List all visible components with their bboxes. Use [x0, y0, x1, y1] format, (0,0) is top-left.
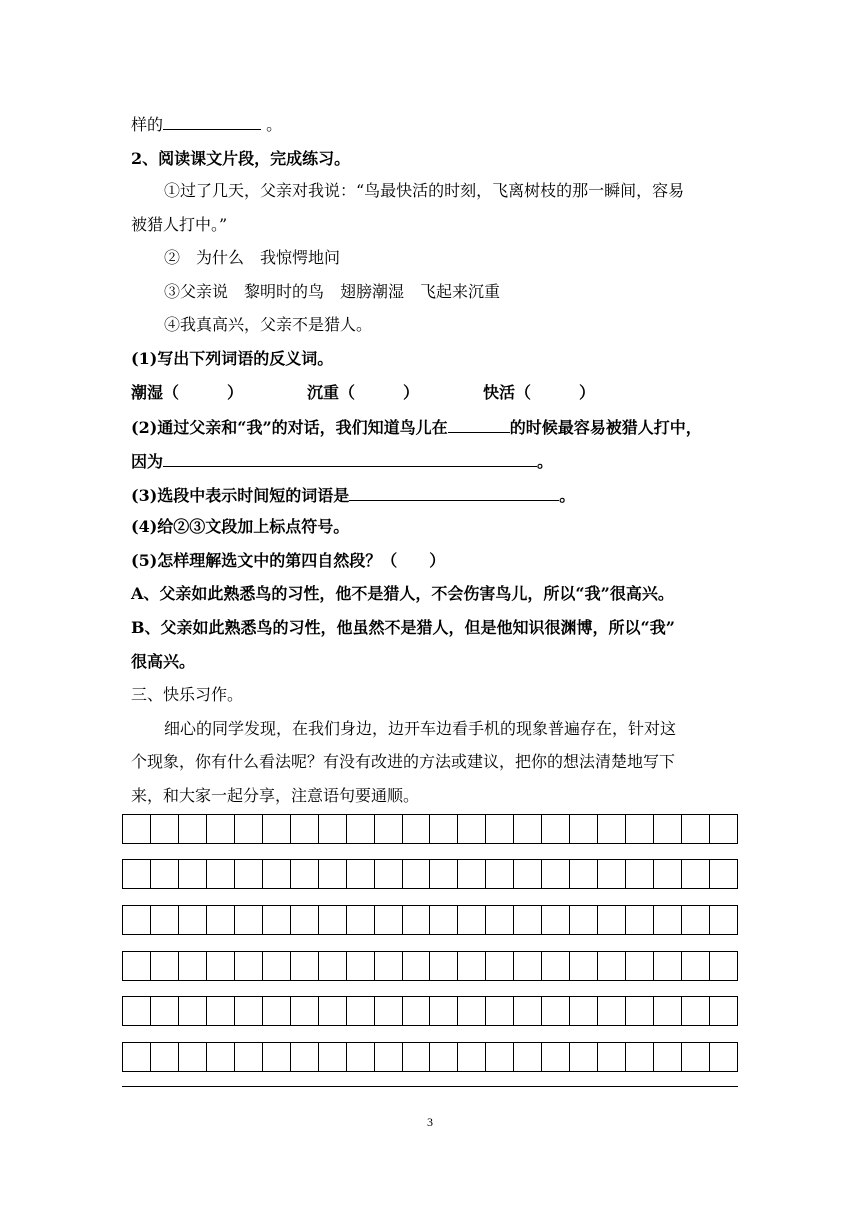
grid-cell[interactable]	[207, 815, 235, 843]
answer-blank[interactable]	[448, 416, 510, 433]
grid-cell[interactable]	[682, 906, 710, 934]
subquestion-1: (1)写出下列词语的反义词。	[131, 349, 334, 368]
grid-cell[interactable]	[403, 906, 431, 934]
grid-cell[interactable]	[542, 1043, 570, 1071]
grid-cell[interactable]	[235, 997, 263, 1025]
grid-cell[interactable]	[598, 1043, 626, 1071]
grid-cell[interactable]	[123, 860, 151, 888]
answer-blank[interactable]	[163, 450, 537, 467]
passage-paragraph-3: ③父亲说 黎明时的鸟 翅膀潮湿 飞起来沉重	[164, 282, 501, 301]
grid-cell[interactable]	[403, 997, 431, 1025]
grid-cell[interactable]	[626, 815, 654, 843]
grid-cell[interactable]	[542, 860, 570, 888]
grid-cell[interactable]	[291, 906, 319, 934]
grid-cell[interactable]	[235, 906, 263, 934]
grid-cell[interactable]	[319, 860, 347, 888]
grid-cell[interactable]	[347, 860, 375, 888]
grid-cell[interactable]	[486, 997, 514, 1025]
grid-cell[interactable]	[626, 997, 654, 1025]
grid-cell[interactable]	[514, 815, 542, 843]
grid-cell[interactable]	[514, 1043, 542, 1071]
grid-cell[interactable]	[598, 860, 626, 888]
antonym-item-2: 沉重（ ）	[307, 383, 420, 402]
grid-cell[interactable]	[542, 952, 570, 980]
grid-cell[interactable]	[151, 906, 179, 934]
option-a: A、父亲如此熟悉鸟的习性，他不是猎人，不会伤害鸟儿，所以“我”很高兴。	[131, 584, 674, 603]
grid-cell[interactable]	[654, 1043, 682, 1071]
grid-cell[interactable]	[291, 997, 319, 1025]
grid-cell[interactable]	[542, 815, 570, 843]
fill-line-continuation: 样的 。	[131, 115, 283, 134]
grid-cell[interactable]	[151, 997, 179, 1025]
passage-paragraph-4: ④我真高兴，父亲不是猎人。	[164, 315, 373, 334]
grid-cell[interactable]	[347, 815, 375, 843]
grid-cell[interactable]	[654, 997, 682, 1025]
option-b: B、父亲如此熟悉鸟的习性，他虽然不是猎人，但是他知识很渊博，所以“我”	[131, 618, 675, 637]
passage-paragraph-1: ①过了几天，父亲对我说：“鸟最快活的时刻，飞离树枝的那一瞬间，容易	[164, 181, 685, 200]
section-3-title: 三、快乐习作。	[131, 685, 244, 704]
grid-cell[interactable]	[179, 860, 207, 888]
grid-cell[interactable]	[710, 952, 737, 980]
grid-cell[interactable]	[123, 952, 151, 980]
subquestion-5: (5)怎样理解选文中的第四自然段？（ ）	[131, 551, 446, 570]
grid-cell[interactable]	[654, 906, 682, 934]
grid-cell[interactable]	[458, 1043, 486, 1071]
grid-cell[interactable]	[347, 997, 375, 1025]
grid-cell[interactable]	[179, 1043, 207, 1071]
grid-cell[interactable]	[291, 952, 319, 980]
grid-cell[interactable]	[207, 952, 235, 980]
question-2-title: 2、阅读课文片段，完成练习。	[131, 149, 351, 168]
grid-cell[interactable]	[179, 906, 207, 934]
grid-cell[interactable]	[626, 1043, 654, 1071]
grid-cell[interactable]	[626, 860, 654, 888]
grid-cell[interactable]	[486, 952, 514, 980]
grid-cell[interactable]	[570, 815, 598, 843]
antonym-item-1: 潮湿（ ）	[131, 383, 244, 402]
grid-row	[122, 814, 738, 844]
grid-cell[interactable]	[486, 815, 514, 843]
grid-cell[interactable]	[347, 1043, 375, 1071]
subquestion-4: (4)给②③文段加上标点符号。	[131, 517, 350, 536]
grid-cell[interactable]	[375, 906, 403, 934]
grid-cell[interactable]	[710, 906, 737, 934]
grid-cell[interactable]	[375, 860, 403, 888]
grid-cell[interactable]	[403, 860, 431, 888]
grid-cell[interactable]	[347, 906, 375, 934]
grid-cell[interactable]	[570, 1043, 598, 1071]
grid-cell[interactable]	[514, 906, 542, 934]
antonym-row	[131, 383, 595, 403]
subquestion-2: (2)通过父亲和“我”的对话，我们知道鸟儿在 的时候最容易被猎人打中，	[131, 418, 702, 437]
subquestion-3: (3)选段中表示时间短的词语是 。	[131, 486, 576, 505]
grid-cell[interactable]	[403, 815, 431, 843]
grid-cell[interactable]	[710, 815, 737, 843]
grid-cell[interactable]	[319, 815, 347, 843]
grid-cell[interactable]	[458, 997, 486, 1025]
grid-cell[interactable]	[179, 952, 207, 980]
grid-row	[122, 905, 738, 935]
grid-cell[interactable]	[682, 1043, 710, 1071]
grid-cell[interactable]	[291, 1043, 319, 1071]
grid-cell[interactable]	[375, 997, 403, 1025]
grid-cell[interactable]	[486, 906, 514, 934]
grid-cell[interactable]	[263, 1043, 291, 1071]
option-b-cont: 很高兴。	[131, 652, 196, 671]
grid-cell[interactable]	[179, 815, 207, 843]
grid-cell[interactable]	[375, 815, 403, 843]
grid-cell[interactable]	[654, 815, 682, 843]
grid-cell[interactable]	[319, 952, 347, 980]
grid-cell[interactable]	[403, 952, 431, 980]
grid-cell[interactable]	[682, 997, 710, 1025]
grid-cell[interactable]	[542, 906, 570, 934]
grid-cell[interactable]	[319, 906, 347, 934]
grid-cell[interactable]	[654, 952, 682, 980]
grid-cell[interactable]	[570, 952, 598, 980]
grid-cell[interactable]	[235, 815, 263, 843]
grid-cell[interactable]	[263, 952, 291, 980]
grid-cell[interactable]	[458, 815, 486, 843]
grid-cell[interactable]	[347, 952, 375, 980]
grid-row	[122, 859, 738, 889]
grid-cell[interactable]	[319, 997, 347, 1025]
answer-blank[interactable]	[349, 484, 559, 501]
grid-cell[interactable]	[458, 952, 486, 980]
grid-cell[interactable]	[151, 952, 179, 980]
grid-cell[interactable]	[235, 860, 263, 888]
grid-cell[interactable]	[235, 952, 263, 980]
grid-cell[interactable]	[514, 860, 542, 888]
grid-cell[interactable]	[654, 860, 682, 888]
grid-cell[interactable]	[570, 997, 598, 1025]
grid-cell[interactable]	[430, 1043, 458, 1071]
grid-cell[interactable]	[486, 860, 514, 888]
grid-cell[interactable]	[263, 906, 291, 934]
grid-cell[interactable]	[598, 815, 626, 843]
grid-cell[interactable]	[514, 997, 542, 1025]
grid-cell[interactable]	[263, 815, 291, 843]
writing-prompt-1: 细心的同学发现，在我们身边，边开车边看手机的现象普遍存在，针对这	[164, 719, 677, 738]
grid-cell[interactable]	[263, 860, 291, 888]
grid-cell[interactable]	[598, 952, 626, 980]
grid-cell[interactable]	[151, 860, 179, 888]
grid-cell[interactable]	[123, 1043, 151, 1071]
grid-cell[interactable]	[151, 1043, 179, 1071]
grid-cell[interactable]	[682, 952, 710, 980]
grid-cell[interactable]	[207, 860, 235, 888]
subquestion-2-reason: 因为 。	[131, 452, 554, 471]
grid-cell[interactable]	[682, 815, 710, 843]
grid-cell[interactable]	[123, 997, 151, 1025]
grid-cell[interactable]	[598, 906, 626, 934]
grid-cell[interactable]	[710, 1043, 737, 1071]
passage-paragraph-1-cont: 被猎人打中。”	[131, 215, 228, 234]
page-number: 3	[427, 1115, 433, 1129]
grid-cell[interactable]	[458, 860, 486, 888]
grid-cell[interactable]	[375, 952, 403, 980]
grid-cell[interactable]	[123, 906, 151, 934]
grid-cell[interactable]	[179, 997, 207, 1025]
grid-cell[interactable]	[263, 997, 291, 1025]
grid-cell[interactable]	[291, 860, 319, 888]
grid-cell[interactable]	[123, 815, 151, 843]
grid-cell[interactable]	[486, 1043, 514, 1071]
grid-cell[interactable]	[710, 997, 737, 1025]
antonym-item-3: 快活（ ）	[483, 383, 596, 402]
grid-cell[interactable]	[430, 815, 458, 843]
grid-row	[122, 996, 738, 1026]
grid-cell[interactable]	[319, 1043, 347, 1071]
grid-cell[interactable]	[207, 997, 235, 1025]
grid-row	[122, 1042, 738, 1072]
answer-blank[interactable]	[163, 113, 261, 130]
grid-cell[interactable]	[514, 952, 542, 980]
grid-cell[interactable]	[403, 1043, 431, 1071]
grid-cell[interactable]	[235, 1043, 263, 1071]
grid-cell[interactable]	[207, 1043, 235, 1071]
grid-cell[interactable]	[430, 906, 458, 934]
grid-cell[interactable]	[430, 860, 458, 888]
passage-paragraph-2: ② 为什么 我惊愕地问	[164, 248, 341, 267]
grid-cell[interactable]	[430, 997, 458, 1025]
grid-cell[interactable]	[151, 815, 179, 843]
grid-cell[interactable]	[375, 1043, 403, 1071]
grid-cell[interactable]	[570, 906, 598, 934]
grid-cell[interactable]	[626, 906, 654, 934]
grid-cell[interactable]	[458, 906, 486, 934]
grid-cell[interactable]	[430, 952, 458, 980]
writing-prompt-2: 个现象，你有什么看法呢？有没有改进的方法或建议，把你的想法清楚地写下	[131, 752, 676, 771]
grid-cell[interactable]	[291, 815, 319, 843]
writing-prompt-3: 来，和大家一起分享，注意语句要通顺。	[131, 786, 420, 805]
grid-row	[122, 951, 738, 981]
grid-cell[interactable]	[598, 997, 626, 1025]
grid-cell[interactable]	[682, 860, 710, 888]
footer-rule	[122, 1086, 738, 1087]
grid-cell[interactable]	[710, 860, 737, 888]
grid-cell[interactable]	[626, 952, 654, 980]
grid-cell[interactable]	[542, 997, 570, 1025]
grid-cell[interactable]	[207, 906, 235, 934]
grid-cell[interactable]	[570, 860, 598, 888]
